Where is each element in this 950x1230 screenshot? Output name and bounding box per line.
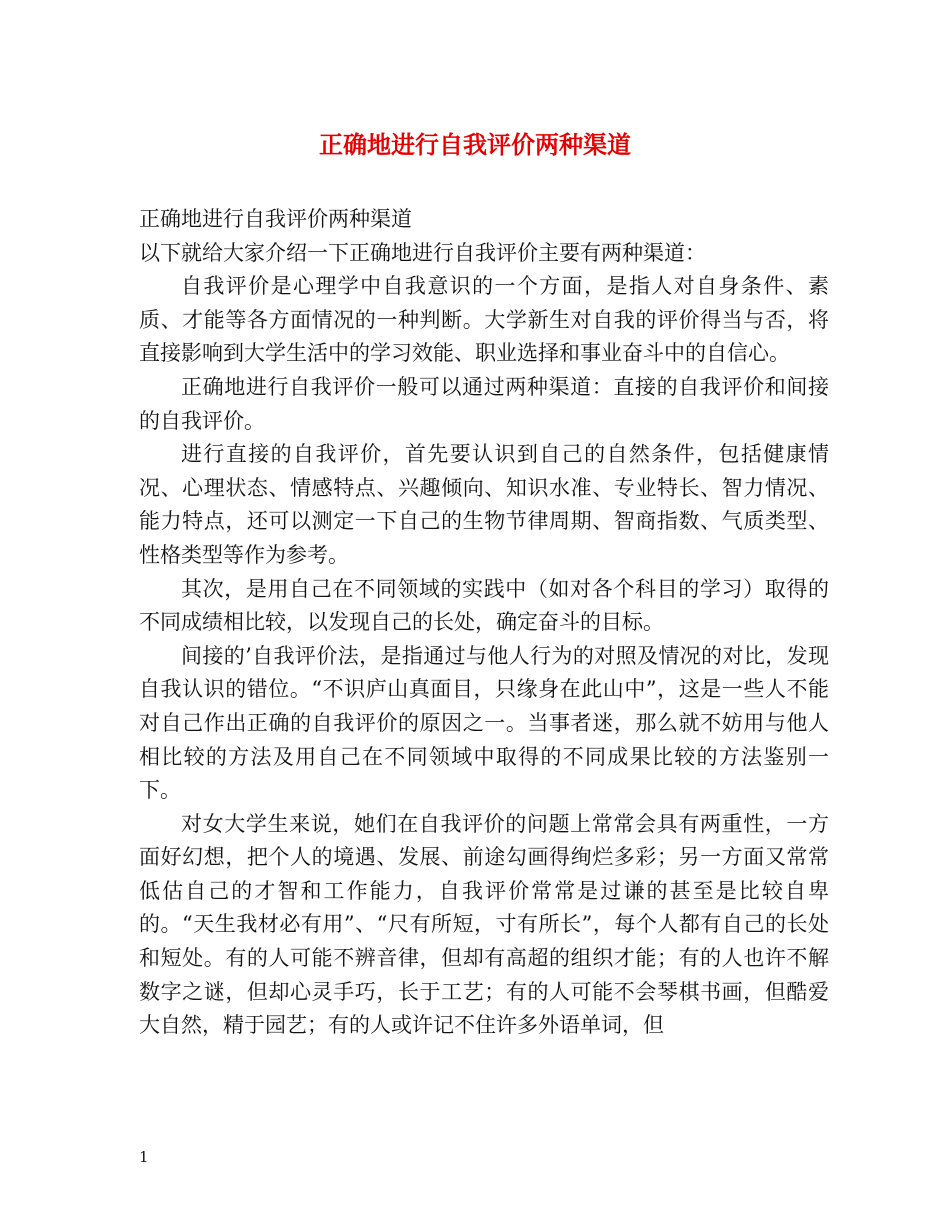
document-title: 正确地进行自我评价两种渠道: [319, 130, 631, 159]
body-line-intro: 以下就给大家介绍一下正确地进行自我评价主要有两种渠道：: [139, 240, 706, 265]
paragraph: 自我评价是心理学中自我意识的一个方面，是指人对自身条件、素质、才能等各方面情况的一种判断。大学新生对自我的评价得当与否，将直接影响到大学生活中的学习效能、职业选择和事业奋斗中的自信心。: [139, 274, 829, 366]
paragraph: 间接的’自我评价法，是指通过与他人行为的对照及情况的对比，发现自我认识的错位。“不识庐山真面目，只缘身在此山中”，这是一些人不能对自己作出正确的自我评价的原因之一。当事者迷，那么就不妨用与他人相比较的方法及用自己在不同领域中取得的不同成果比较的方法鉴别一下。: [139, 643, 829, 803]
document-body: [139, 203, 829, 1043]
paragraph: 正确地进行自我评价一般可以通过两种渠道：直接的自我评价和间接的自我评价。: [139, 374, 829, 433]
paragraph: 进行直接的自我评价，首先要认识到自己的自然条件，包括健康情况、心理状态、情感特点、兴趣倾向、知识水准、专业特长、智力情况、能力特点，还可以测定一下自己的生物节律周期、智商指数、气质类型、性格类型等作为参考。: [139, 442, 829, 567]
page-number: 1: [139, 1148, 149, 1166]
paragraph: 其次，是用自己在不同领域的实践中（如对各个科目的学习）取得的不同成绩相比较，以发现自己的长处，确定奋斗的目标。: [139, 576, 829, 635]
paragraph: 对女大学生来说，她们在自我评价的问题上常常会具有两重性，一方面好幻想，把个人的境遇、发展、前途勾画得绚烂多彩；另一方面又常常低估自己的才智和工作能力，自我评价常常是过谦的甚至是比较自卑的。“天生我材必有用”、“尺有所短，寸有所长”，每个人都有自己的长处和短处。有的人可能不辨音律，但却有高超的组织才能；有的人也许不解数字之谜，但却心灵手巧，长于工艺；有的人可能不会琴棋书画，但酷爱大自然，精于园艺；有的人或许记不住许多外语单词，但: [139, 811, 829, 1038]
body-line-heading: 正确地进行自我评价两种渠道: [139, 207, 412, 231]
